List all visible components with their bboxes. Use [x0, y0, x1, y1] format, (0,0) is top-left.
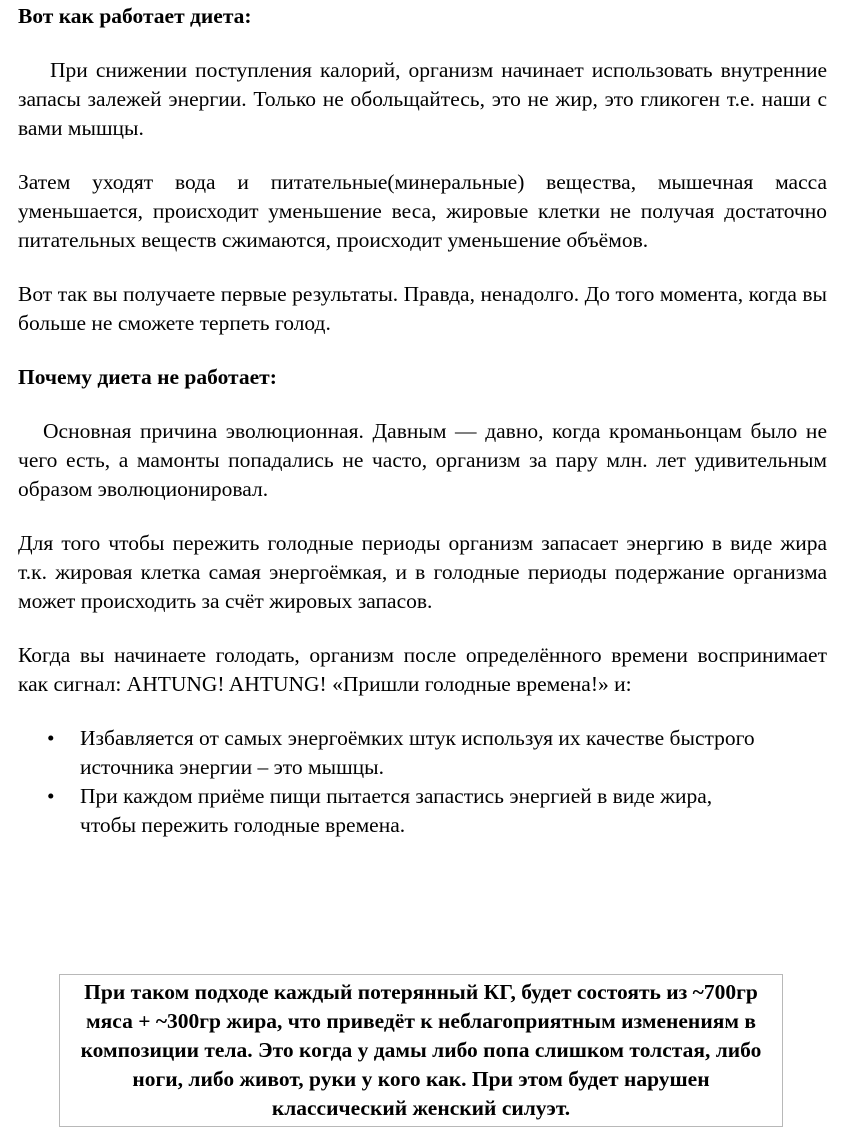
spacer [18, 392, 827, 417]
spacer [18, 338, 827, 363]
spacer [18, 699, 827, 724]
bullet-icon: • [47, 726, 55, 750]
paragraph-fat-storage: Для того чтобы пережить голодные периоды организм запасает энергию в виде жира т.к. жировая клетка самая энергоёмкая, и в голодные периоды подержание организма может происходить за счёт жировых запасов. [18, 531, 827, 613]
list-item [18, 782, 760, 840]
list-item-text: При каждом приёме пищи пытается запастись энергией в виде жира, чтобы пережить голодные времена. [80, 784, 713, 837]
list-item-text: Избавляется от самых энергоёмких штук используя их качестве быстрого источника энергии – это мышцы. [80, 726, 755, 779]
paragraph-evolution: Основная причина эволюционная. Давным — давно, когда кроманьонцам было не чего есть, а мамонты попадались не часто, организм за пару млн. лет удивительным образом эволюционировал. [18, 419, 827, 501]
bullet-list [18, 724, 827, 840]
spacer [18, 504, 827, 529]
section-heading-how-diet-works: Вот как работает диета: [18, 4, 252, 28]
callout-box [59, 974, 783, 1127]
list-item [18, 724, 760, 782]
paragraph-first-results: Вот так вы получаете первые результаты. Правда, ненадолго. До того момента, когда вы больше не сможете терпеть голод. [18, 282, 827, 335]
paragraph-calorie-reduction: При снижении поступления калорий, организм начинает использовать внутренние запасы залежей энергии. Только не обольщайтесь, это не жир, это гликоген т.е. наши с вами мышцы. [18, 58, 827, 140]
callout-text: При таком подходе каждый потерянный КГ, будет состоять из ~700гр мяса + ~300гр жира, что приведёт к неблагоприятным изменениям в композиции тела. Это когда у дамы либо попа слишком толстая, либо ноги, либо живот, руки у кого как. При этом будет нарушен классический женский силуэт. [80, 980, 762, 1120]
spacer [18, 31, 827, 56]
section-heading-why-diet-fails: Почему диета не работает: [18, 365, 277, 389]
spacer [18, 616, 827, 641]
spacer [18, 255, 827, 280]
spacer [18, 143, 827, 168]
bullet-icon: • [47, 784, 55, 808]
document-page [18, 2, 827, 840]
paragraph-water-minerals: Затем уходят вода и питательные(минеральные) вещества, мышечная масса уменьшается, происходит уменьшение веса, жировые клетки не получая достаточно питательных веществ сжимаются, происходит уменьшение объёмов. [18, 170, 827, 252]
paragraph-starvation-signal: Когда вы начинаете голодать, организм после определённого времени воспринимает как сигнал: AHTUNG! AHTUNG! «Пришли голодные времена!» и: [18, 643, 827, 696]
